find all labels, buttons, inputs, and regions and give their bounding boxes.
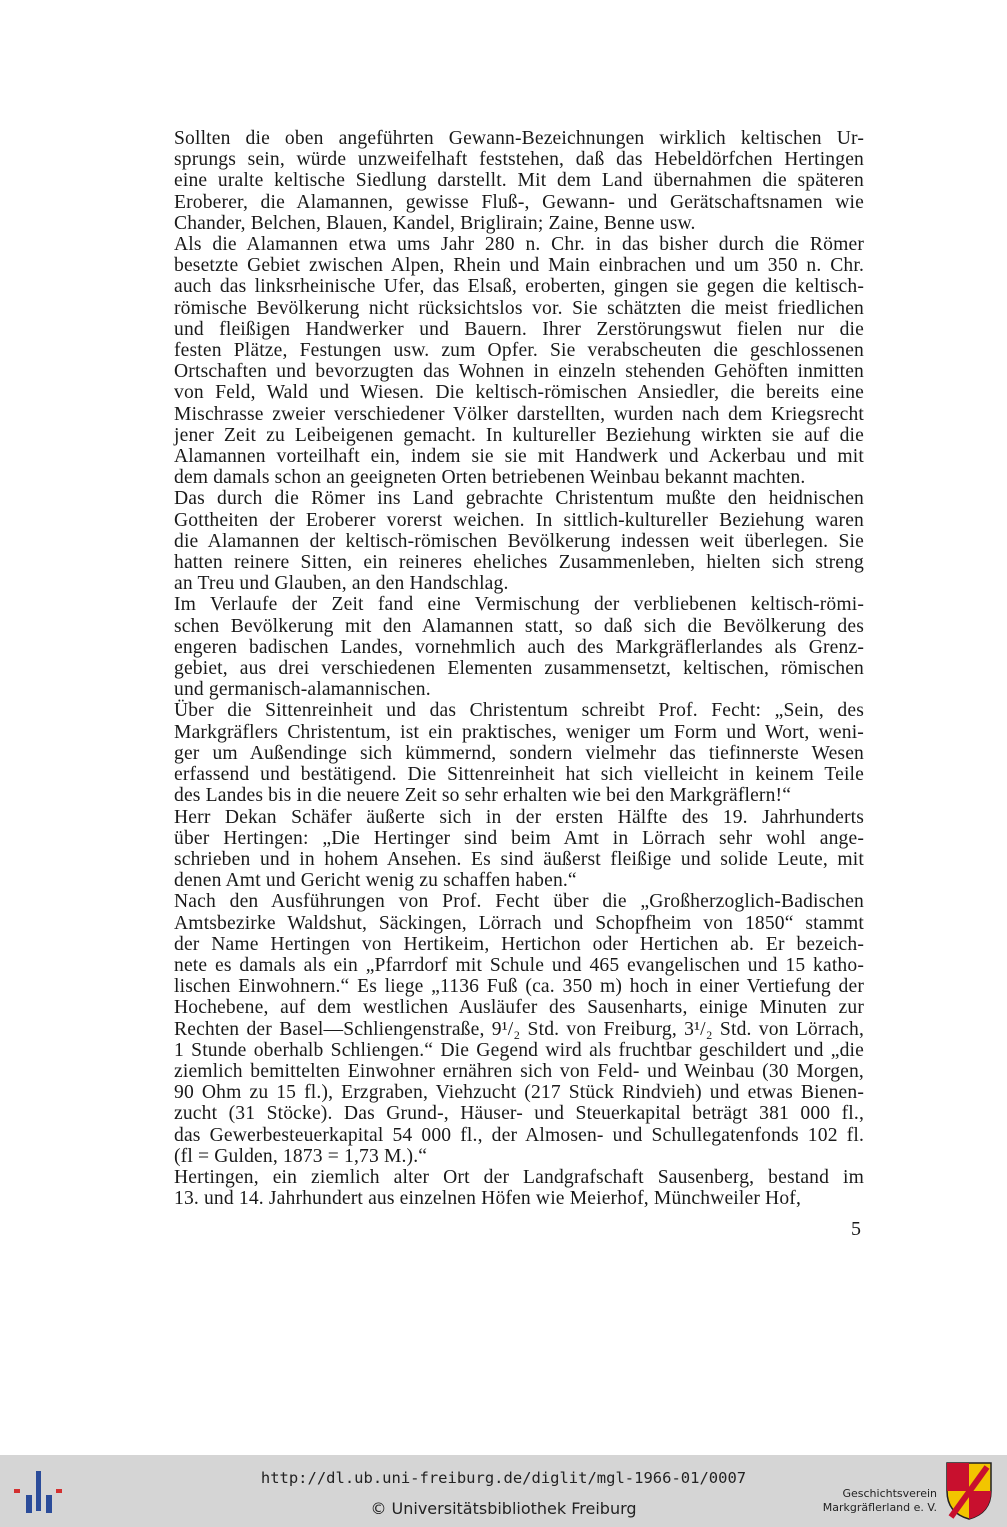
text-line: auch das linksrheinische Ufer, das Elsaß, eroberten, gingen sie gegen die keltisch- bbox=[174, 276, 864, 298]
copyright-text: © Universitätsbibliothek Freiburg bbox=[370, 1499, 637, 1518]
text-line: lischen Einwohnern.“ Es liege „1136 Fuß (ca. 350 m) hoch in einer Vertiefung der bbox=[174, 976, 864, 998]
paragraph bbox=[144, 128, 864, 234]
text-line: denen Amt und Gericht wenig zu schaffen haben.“ bbox=[174, 870, 577, 892]
text-line: Über die Sittenreinheit und das Christentum schreibt Prof. Fecht: „Sein, des bbox=[174, 700, 864, 722]
text-line: die Alamannen der keltisch-römischen Bevölkerung indessen weit überlegen. Sie bbox=[174, 530, 864, 552]
text-line: Markgräflers Christentum, ist ein praktisches, weniger um Form und Wort, weni- bbox=[174, 721, 864, 743]
text-line: schen Bevölkerung mit den Alamannen statt, so daß sich die Bevölkerung des bbox=[174, 615, 864, 637]
paragraph bbox=[144, 891, 864, 1167]
text-line: Das durch die Römer ins Land gebrachte Christentum mußte den heidnischen bbox=[174, 488, 864, 510]
text-line: Rechten der Basel—Schliengenstraße, 9¹/₂ Std. von Freiburg, 3¹/₂ Std. von Lörrach, bbox=[174, 1018, 864, 1040]
footer-bar bbox=[0, 1455, 1007, 1527]
text-line: Herr Dekan Schäfer äußerte sich in der ersten Hälfte des 19. Jahrhunderts bbox=[174, 806, 864, 828]
text-line: Im Verlaufe der Zeit fand eine Vermischung der verbliebenen keltisch-römi- bbox=[174, 594, 864, 616]
text-line: 90 Ohm zu 15 fl.), Erzgraben, Viehzucht (217 Stück Rindvieh) und etwas Bienen- bbox=[174, 1082, 864, 1104]
text-line: an Treu und Glauben, an den Handschlag. bbox=[174, 573, 509, 595]
text-line: das Gewerbesteuerkapital 54 000 fl., der Almosen- und Schullegatenfonds 102 fl. bbox=[174, 1124, 864, 1146]
text-line: des Landes bis in die neuere Zeit so sehr erhalten wie bei den Markgräflern!“ bbox=[174, 785, 792, 807]
text-line: Amtsbezirke Waldshut, Säckingen, Lörrach und Schopfheim von 1850“ stammt bbox=[174, 912, 864, 934]
text-line: römische Bevölkerung nicht rücksichtslos vor. Sie schätzten die meist friedlichen bbox=[174, 297, 864, 319]
text-line: engeren badischen Landes, vornehmlich auch des Markgräflerlandes als Grenz- bbox=[174, 636, 864, 658]
society-name bbox=[823, 1487, 937, 1515]
text-line: dem damals schon an geeigneten Orten betriebenen Weinbau bekannt machten. bbox=[174, 467, 806, 489]
text-line: und fleißigen Handwerker und Bauern. Ihrer Zerstörungswut fielen nur die bbox=[174, 318, 864, 340]
text-line: zucht (31 Stöcke). Das Grund-, Häuser- und Steuerkapital beträgt 381 000 fl., bbox=[174, 1103, 864, 1125]
text-line: Eroberer, die Alamannen, gewisse Fluß-, Gewann- und Gerätschaftsnamen wie bbox=[174, 191, 864, 213]
paragraph bbox=[144, 700, 864, 806]
text-line: festen Plätze, Festungen usw. zum Opfer. Sie verabscheuten die geschlossenen bbox=[174, 340, 864, 362]
text-line: Als die Alamannen etwa ums Jahr 280 n. Chr. in das bisher durch die Römer bbox=[174, 234, 864, 256]
paragraph bbox=[144, 234, 864, 488]
text-line: jener Zeit zu Leibeigenen gemacht. In kultureller Beziehung wirkten sie auf die bbox=[174, 424, 864, 446]
document-body bbox=[144, 128, 864, 1209]
text-line: besetzte Gebiet zwischen Alpen, Rhein und Main einbrachen und um 350 n. Chr. bbox=[174, 255, 864, 277]
society-line1: Geschichtsverein bbox=[842, 1487, 937, 1500]
text-line: gebiet, aus drei verschiedenen Elementen zusammensetzt, keltischen, römischen bbox=[174, 658, 864, 680]
text-line: ger um Außendinge sich kümmernd, sondern vielmehr das tiefinnerste Wesen bbox=[174, 742, 864, 764]
text-line: schrieben und in hohem Ansehen. Es sind äußerst fleißige und solide Leute, mit bbox=[174, 848, 864, 870]
text-line: Ortschaften und bevorzugten das Wohnen in einzeln stehenden Gehöften inmitten bbox=[174, 361, 864, 383]
text-line: nete es damals als ein „Pfarrdorf mit Schule und 465 evangelischen und 15 katho- bbox=[174, 954, 864, 976]
text-line: erfassend und bestätigend. Die Sittenreinheit hat sich vielleicht in keinem Teile bbox=[174, 764, 864, 786]
text-line: (fl = Gulden, 1873 = 1,73 M.).“ bbox=[174, 1145, 428, 1167]
text-line: hatten reinere Sitten, ein reineres eheliches Zusammenleben, hielten sich streng bbox=[174, 552, 864, 574]
coat-of-arms-icon bbox=[945, 1461, 993, 1521]
text-line: Hertingen, ein ziemlich alter Ort der Landgrafschaft Sausenberg, bestand im bbox=[174, 1166, 864, 1188]
text-line: und germanisch-alamannischen. bbox=[174, 679, 431, 701]
text-line: ziemlich bemittelten Einwohner ernähren sich von Feld- und Weinbau (30 Morgen, bbox=[174, 1060, 864, 1082]
text-line: 13. und 14. Jahrhundert aus einzelnen Höfen wie Meierhof, Münchweiler Hof, bbox=[174, 1188, 802, 1210]
text-line: Mischrasse zweier verschiedener Völker darstellten, wurden nach dem Kriegsrecht bbox=[174, 403, 864, 425]
text-line: Gottheiten der Eroberer vorerst weichen. In sittlich-kultureller Beziehung waren bbox=[174, 509, 864, 531]
text-line: Sollten die oben angeführten Gewann-Bezeichnungen wirklich keltischen Ur- bbox=[174, 128, 864, 149]
text-line: über Hertingen: „Die Hertinger sind beim Amt in Lörrach sehr wohl ange- bbox=[174, 827, 864, 849]
text-line: Alamannen vorteilhaft ein, indem sie sie mit Handwerk und Ackerbau und mit bbox=[174, 446, 864, 468]
paragraph bbox=[144, 1167, 864, 1209]
text-line: Chander, Belchen, Blauen, Kandel, Briglirain; Zaine, Benne usw. bbox=[174, 212, 696, 234]
text-line: eine uralte keltische Siedlung darstellt. Mit dem Land übernahmen die späteren bbox=[174, 170, 864, 192]
text-line: sprungs sein, würde unzweifelhaft feststehen, daß das Hebeldörfchen Hertingen bbox=[174, 149, 864, 171]
text-line: Hochebene, auf dem westlichen Ausläufer des Sausenharts, einige Minuten zur bbox=[174, 997, 864, 1019]
paragraph bbox=[144, 594, 864, 700]
paragraph bbox=[144, 807, 864, 892]
document-url-link[interactable]: http://dl.ub.uni-freiburg.de/diglit/mgl-1966-01/0007 bbox=[260, 1469, 747, 1487]
text-line: 1 Stunde oberhalb Schliengen.“ Die Gegend wird als fruchtbar geschildert und „die bbox=[174, 1039, 864, 1061]
society-line2: Markgräflerland e. V. bbox=[822, 1501, 937, 1514]
paragraph bbox=[144, 488, 864, 594]
text-line: von Feld, Wald und Wiesen. Die keltisch-römischen Ansiedler, die bereits eine bbox=[174, 382, 864, 404]
text-line: der Name Hertingen von Hertikeim, Hertichon oder Hertichen ab. Er bezeich- bbox=[174, 933, 864, 955]
page-number: 5 bbox=[851, 1218, 861, 1240]
text-line: Nach den Ausführungen von Prof. Fecht über die „Großherzoglich-Badischen bbox=[174, 891, 864, 913]
